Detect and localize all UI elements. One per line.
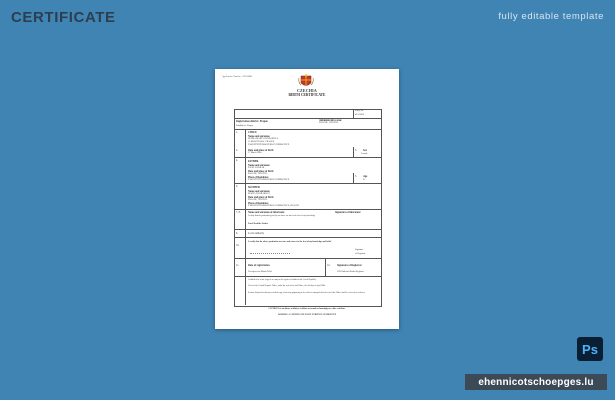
father-name-value: PAVEL DVOŘÁK	[248, 167, 265, 169]
child-name-label: Name and surname	[248, 135, 270, 138]
footer-warning-1: CAUTION: It is an offence to falsify a certificate or to make or knowingly use a false certificate.	[268, 308, 346, 310]
row-number-2: 2.	[236, 149, 238, 152]
informant-note: I certify that the particulars given by me above are true to the best of my knowledge	[248, 215, 316, 217]
row-number-5: 5.	[355, 175, 357, 178]
divider	[234, 209, 381, 210]
divider	[234, 276, 381, 277]
photoshop-icon: Ps	[577, 337, 603, 361]
mother-birth-label: Date and place of birth	[248, 196, 274, 199]
signature-registrar-value: CZE Birth and Deaths Registrar	[337, 271, 364, 273]
registrar-role: of Registrar	[355, 253, 366, 255]
father-residence-label: Place of Residence	[248, 176, 269, 179]
row-number-3: 3.	[355, 149, 357, 152]
row-number-6: 6.	[236, 185, 238, 188]
row-number-7: 7. 8.	[236, 211, 241, 214]
entry-no-value: 42/1/2004	[355, 114, 364, 116]
sex-value: Female	[361, 153, 368, 155]
sex-label: Sex	[363, 149, 367, 152]
mother-residence-value: FAKULTNÍ THOMAYEROVA NEMOCNICE, PRAGUE	[248, 205, 300, 207]
child-birth-date: 17 March 2004	[248, 152, 262, 154]
registration-district: Registration district: Prague	[236, 120, 268, 123]
divider	[353, 173, 354, 183]
mother-name-label: Name and surname	[248, 190, 270, 193]
footer-line-3: Section 34 provides that any certified copy of an entry purporting to be sealed or stamped with the seal of the Office shall be received as evidence.	[248, 292, 366, 294]
divider	[234, 229, 381, 230]
footer-line-2: Given at the Central Register Office, under the seal of the said Office, the 2nd day of April 2004.	[248, 285, 326, 287]
divider	[234, 237, 381, 238]
row-number-1: 1.	[236, 131, 238, 134]
signature-line	[250, 253, 290, 254]
father-name-label: Name and surname	[248, 164, 270, 167]
administrative-area-label: Administrative area:	[319, 119, 343, 122]
father-birth-value: PRAGUE, CZECHIA	[248, 173, 268, 175]
sub-district: Subdistrict : Prague	[236, 125, 254, 127]
divider	[353, 147, 354, 157]
page-title: CERTIFICATE	[11, 9, 116, 26]
mother-residence-label: Place of Residence	[248, 202, 269, 205]
administrative-area-value: PRAGUE, CZECHIA	[319, 122, 339, 124]
informant-signature-label: Signature of informant	[335, 211, 361, 214]
page-tagline: fully editable template	[498, 11, 604, 22]
informant-label: Name and surname of informant	[248, 211, 285, 214]
country-name: CZECHIA	[296, 88, 318, 93]
father-age-value: 32	[363, 179, 366, 181]
divider	[234, 157, 381, 158]
row-number-4: 4.	[236, 159, 238, 162]
divider	[245, 229, 246, 305]
divider	[245, 129, 246, 229]
mother-birth-value: PRAGUE, CZECHIA	[248, 199, 268, 201]
date-registration-value: Twenty-seven March 2004	[248, 271, 272, 273]
child-name-value: ELIŠKA MARTA DVOŘÁKOVÁ	[248, 138, 279, 140]
child-birth-value: 15 MARCH 2004 · PRAGUE	[248, 141, 275, 143]
date-registration-label: Date of registration	[248, 264, 270, 267]
row-number-10: 10.	[236, 244, 240, 247]
father-header: FATHER	[248, 160, 259, 163]
informant-value: Pavel Dvořák, Father	[248, 223, 269, 225]
child-birth-label: Date and place of birth	[248, 149, 274, 152]
row-number-12: 12.	[327, 264, 331, 267]
divider	[234, 183, 381, 184]
registrar-signature-label: Signature	[355, 249, 364, 251]
row-number-9: 9.	[236, 232, 238, 235]
father-birth-label: Date and place of birth	[248, 170, 274, 173]
row-number-11: 11.	[236, 264, 240, 267]
divider	[234, 129, 381, 130]
entry-no-label: Entry No.	[355, 110, 364, 112]
signature-registrar-label: Signature of Registrar	[337, 264, 362, 267]
father-residence-value: FAKULTNÍ THOMAYEROVA NEMOCNICE	[248, 179, 290, 181]
father-age-label: Age	[363, 175, 368, 178]
mother-header: MOTHER	[248, 186, 260, 189]
local-authority: Local authority	[248, 232, 264, 235]
divider	[234, 118, 381, 119]
watermark: ehennicotschoepges.lu	[465, 374, 607, 390]
mother-name-value: MARTA DVOŘÁKOVÁ	[248, 193, 271, 195]
footer-line-1: Certified to be a true copy of an entry in the register of births for the Czech Republic.	[248, 279, 317, 281]
coat-of-arms-icon	[298, 74, 314, 89]
child-birth-place: FAKULTNÍ THOMAYEROVA NEMOCNICE	[248, 144, 290, 146]
divider	[325, 258, 326, 276]
child-header: CHILD	[248, 131, 257, 134]
certificate-title: BIRTH CERTIFICATE	[288, 93, 326, 97]
divider	[353, 109, 354, 118]
certificate-sheet	[215, 69, 399, 329]
application-number: Application Number : CZ230945	[222, 76, 253, 78]
divider	[234, 258, 381, 259]
footer-warning-2: WARNING: A CERTIFICATE IS NOT EVIDENCE OF IDENTITY	[277, 314, 337, 316]
certify-text: I certify that the above particulars are true and correct to the best of my knowledge and belief	[248, 241, 332, 243]
